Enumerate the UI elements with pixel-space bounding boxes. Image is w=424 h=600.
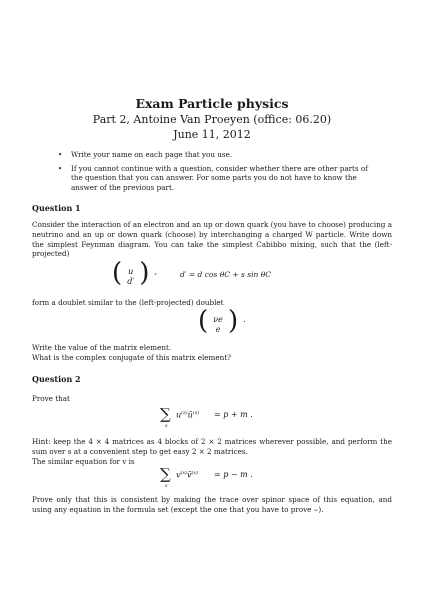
right-paren: ): [139, 258, 150, 288]
instruction-item: [58, 150, 378, 160]
question2-heading: Question 2: [32, 374, 81, 384]
bullet-icon: •: [58, 150, 63, 159]
doublet-comma: ,: [154, 267, 158, 276]
question1-ask-conjugate: What is the complex conjugate of this matrix element?: [32, 353, 231, 362]
quark-doublet: [127, 267, 134, 287]
question2-prove: Prove that: [32, 394, 70, 403]
lepton-doublet: [213, 315, 223, 335]
doublet-bottom: d′: [127, 276, 135, 286]
exam-title: Exam Particle physics: [135, 96, 289, 111]
instructions-list: [58, 150, 378, 196]
question1-intro: Consider the interaction of an electron and an up or down quark (you have to choose) producing a neutrino and an up or down quark (choose) by interchanging a charged W particle. Write down the simplest Feynman diagram. You can take the simplest Cabibbo mixing, such that the (left-projected): [32, 220, 392, 259]
lepton-bottom: e: [215, 324, 221, 334]
right-paren: ): [227, 306, 239, 336]
sum-symbol: ∑: [160, 465, 171, 483]
question2-hint: Hint: keep the 4 × 4 matrices as 4 blocks of 2 × 2 matrices wherever possible, and perform the sum over s at a convenient step to get easy 2 × 2 matrices.: [32, 437, 392, 456]
sum-index: s: [165, 423, 168, 429]
exam-date: June 11, 2012: [173, 128, 251, 141]
exam-subtitle: Part 2, Antoine Van Proeyen (office: 06.20): [92, 113, 332, 126]
bullet-icon: •: [58, 163, 63, 173]
instruction-text: If you cannot continue with a question, consider whether there are other parts of the question that you can answer. For some parts you do not have to know the answer of the previous part.: [71, 163, 368, 192]
v-spinor-product: $v^{(s)}v̄^{(s)}$: [176, 470, 198, 480]
quark-doublet-equation: [112, 260, 157, 290]
eq2-rhs: = p − m .: [214, 470, 253, 479]
instruction-item: [58, 164, 378, 193]
lepton-top: νe: [213, 314, 223, 324]
question2-closing: Prove only that this is consistent by making the trace over spinor space of this equation, and using any equation in the formula set (except the one that you have to prove ⌣).: [32, 495, 392, 514]
instruction-text: Write your name on each page that you use.: [71, 150, 233, 159]
left-paren: (: [198, 306, 209, 336]
left-paren: (: [112, 258, 123, 288]
cabibbo-mixing: d′ = d cos θC + s sin θC: [180, 270, 271, 279]
eq1-rhs: = p + m .: [214, 410, 253, 419]
spinor-sum-u-equation: [160, 405, 300, 431]
doublet-top: u: [128, 266, 134, 276]
question1-ask-value: Write the value of the matrix element.: [32, 343, 172, 352]
lepton-doublet-equation: [198, 308, 246, 338]
lepton-period: .: [243, 315, 246, 324]
question2-similar: The similar equation for v is: [32, 457, 135, 466]
u-spinor-product: $u^{(s)}ū^{(s)}$: [176, 410, 200, 420]
question1-middle: form a doublet similar to the (left-projected) doublet: [32, 298, 224, 307]
spinor-sum-v-equation: [160, 465, 300, 491]
sum-index: s: [165, 483, 168, 489]
question1-heading: Question 1: [32, 203, 81, 213]
sum-symbol: ∑: [160, 405, 171, 423]
